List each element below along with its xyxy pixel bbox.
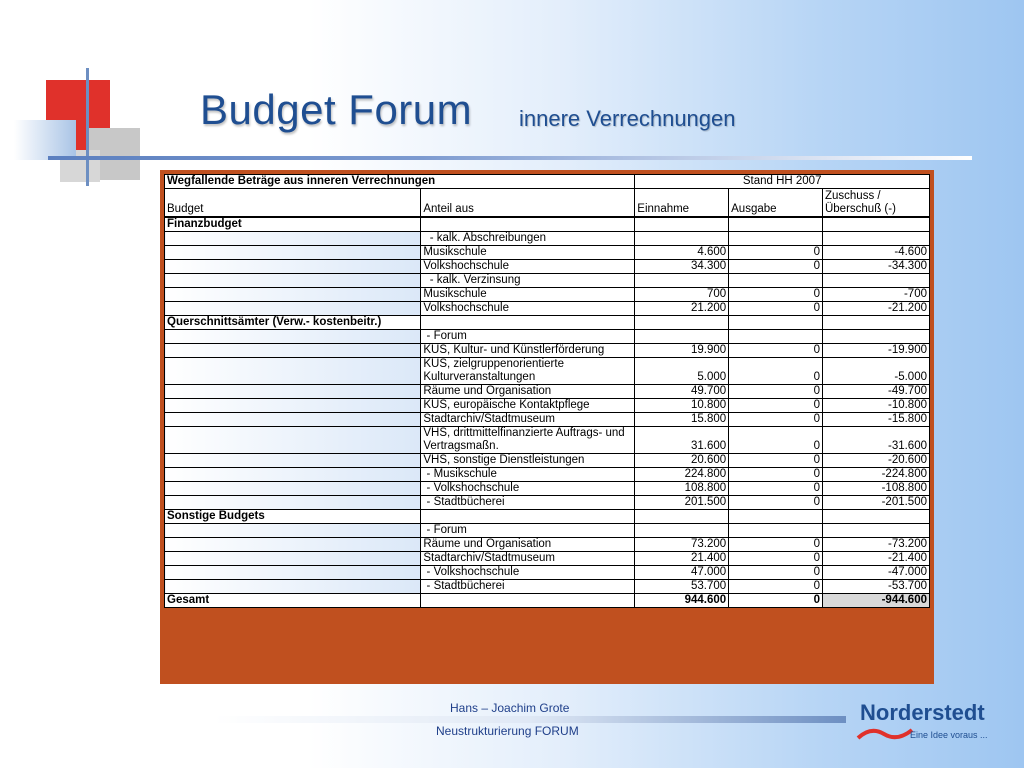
total-anteil bbox=[421, 594, 635, 608]
cell-anteil: KUS, zielgruppenorientierte Kulturveranstaltungen bbox=[421, 358, 635, 385]
cell-budget bbox=[165, 246, 421, 260]
cell-budget bbox=[165, 385, 421, 399]
decor-blue-square bbox=[14, 120, 76, 160]
cell-budget bbox=[165, 330, 421, 344]
cell-anteil: Volkshochschule bbox=[421, 302, 635, 316]
cell-einnahme: 31.600 bbox=[635, 427, 729, 454]
cell-budget bbox=[165, 454, 421, 468]
cell-ausgabe: 0 bbox=[729, 399, 823, 413]
cell-budget bbox=[165, 358, 421, 385]
cell-einnahme: 21.400 bbox=[635, 552, 729, 566]
cell-ausgabe bbox=[729, 510, 823, 524]
logo-text: Norderstedt bbox=[860, 700, 985, 725]
cell-ausgabe: 0 bbox=[729, 344, 823, 358]
cell-budget bbox=[165, 468, 421, 482]
title-underline bbox=[48, 156, 972, 160]
cell-anteil: - Volkshochschule bbox=[421, 482, 635, 496]
table-row bbox=[165, 288, 930, 302]
total-einnahme: 944.600 bbox=[635, 594, 729, 608]
table-row bbox=[165, 427, 930, 454]
cell-ausgabe: 0 bbox=[729, 538, 823, 552]
cell-einnahme: 4.600 bbox=[635, 246, 729, 260]
col-header-zuschuss-line2: Überschuß (-) bbox=[824, 203, 896, 215]
cell-zuschuss: -20.600 bbox=[822, 454, 929, 468]
cell-ausgabe: 0 bbox=[729, 427, 823, 454]
cell-anteil: Musikschule bbox=[421, 246, 635, 260]
table-row bbox=[165, 496, 930, 510]
footer-author: Hans – Joachim Grote bbox=[450, 701, 570, 715]
cell-budget: Querschnittsämter (Verw.- kostenbeitr.) bbox=[165, 316, 421, 330]
col-header-einnahme: Einnahme bbox=[635, 189, 729, 217]
cell-ausgabe bbox=[729, 218, 823, 232]
cell-ausgabe bbox=[729, 274, 823, 288]
table-row bbox=[165, 580, 930, 594]
cell-ausgabe: 0 bbox=[729, 358, 823, 385]
cell-ausgabe: 0 bbox=[729, 566, 823, 580]
cell-anteil: Räume und Organisation bbox=[421, 538, 635, 552]
table-header-title: Wegfallende Beträge aus inneren Verrechnungen bbox=[165, 175, 635, 189]
cell-anteil: - Stadtbücherei bbox=[421, 496, 635, 510]
footer-project: Neustrukturierung FORUM bbox=[436, 724, 579, 738]
cell-budget bbox=[165, 288, 421, 302]
cell-anteil bbox=[421, 510, 635, 524]
table-row bbox=[165, 468, 930, 482]
table-header-stand: Stand HH 2007 bbox=[635, 175, 930, 189]
cell-einnahme bbox=[635, 524, 729, 538]
cell-einnahme: 47.000 bbox=[635, 566, 729, 580]
table-row bbox=[165, 413, 930, 427]
cell-zuschuss: -31.600 bbox=[822, 427, 929, 454]
cell-budget bbox=[165, 580, 421, 594]
table-row bbox=[165, 482, 930, 496]
slide-title: Budget Forum bbox=[200, 86, 473, 133]
cell-ausgabe: 0 bbox=[729, 482, 823, 496]
cell-anteil: Volkshochschule bbox=[421, 260, 635, 274]
cell-anteil: Stadtarchiv/Stadtmuseum bbox=[421, 413, 635, 427]
cell-anteil: - kalk. Verzinsung bbox=[421, 274, 635, 288]
cell-einnahme: 15.800 bbox=[635, 413, 729, 427]
cell-anteil: - Musikschule bbox=[421, 468, 635, 482]
table-header-row bbox=[165, 175, 930, 189]
cell-zuschuss: -15.800 bbox=[822, 413, 929, 427]
cell-anteil: - kalk. Abschreibungen bbox=[421, 232, 635, 246]
cell-zuschuss bbox=[822, 510, 929, 524]
cell-einnahme: 20.600 bbox=[635, 454, 729, 468]
cell-einnahme: 34.300 bbox=[635, 260, 729, 274]
table-row bbox=[165, 552, 930, 566]
cell-zuschuss bbox=[822, 232, 929, 246]
col-header-budget: Budget bbox=[165, 189, 421, 217]
cell-budget bbox=[165, 232, 421, 246]
cell-ausgabe: 0 bbox=[729, 580, 823, 594]
cell-zuschuss bbox=[822, 330, 929, 344]
cell-zuschuss: -10.800 bbox=[822, 399, 929, 413]
cell-einnahme bbox=[635, 274, 729, 288]
table-row bbox=[165, 524, 930, 538]
table-row bbox=[165, 246, 930, 260]
cell-ausgabe bbox=[729, 330, 823, 344]
cell-budget bbox=[165, 274, 421, 288]
table-column-header-row bbox=[165, 189, 930, 217]
cell-ausgabe: 0 bbox=[729, 496, 823, 510]
cell-zuschuss: -700 bbox=[822, 288, 929, 302]
cell-zuschuss: -4.600 bbox=[822, 246, 929, 260]
cell-zuschuss: -53.700 bbox=[822, 580, 929, 594]
table-row bbox=[165, 399, 930, 413]
slide-subtitle: innere Verrechnungen bbox=[519, 106, 736, 131]
cell-budget bbox=[165, 496, 421, 510]
cell-budget bbox=[165, 260, 421, 274]
col-header-zuschuss bbox=[822, 189, 929, 217]
cell-ausgabe: 0 bbox=[729, 468, 823, 482]
cell-ausgabe: 0 bbox=[729, 246, 823, 260]
cell-zuschuss bbox=[822, 316, 929, 330]
cell-budget bbox=[165, 566, 421, 580]
table-row bbox=[165, 344, 930, 358]
cell-ausgabe: 0 bbox=[729, 552, 823, 566]
cell-budget: Finanzbudget bbox=[165, 218, 421, 232]
cell-budget bbox=[165, 344, 421, 358]
table-row bbox=[165, 218, 930, 232]
norderstedt-logo bbox=[856, 700, 988, 744]
col-header-ausgabe: Ausgabe bbox=[729, 189, 823, 217]
cell-zuschuss bbox=[822, 218, 929, 232]
cell-einnahme: 19.900 bbox=[635, 344, 729, 358]
table-row bbox=[165, 232, 930, 246]
col-header-zuschuss-line1: Zuschuss / bbox=[824, 190, 881, 202]
cell-einnahme bbox=[635, 330, 729, 344]
cell-budget bbox=[165, 524, 421, 538]
cell-budget bbox=[165, 482, 421, 496]
cell-einnahme: 224.800 bbox=[635, 468, 729, 482]
table-row bbox=[165, 316, 930, 330]
cell-zuschuss: -34.300 bbox=[822, 260, 929, 274]
cell-budget bbox=[165, 427, 421, 454]
cell-ausgabe: 0 bbox=[729, 260, 823, 274]
logo-tagline: Eine Idee voraus ... bbox=[910, 730, 988, 740]
cell-anteil: - Forum bbox=[421, 330, 635, 344]
cell-anteil: KUS, Kultur- und Künstlerförderung bbox=[421, 344, 635, 358]
table-row bbox=[165, 566, 930, 580]
col-header-anteil: Anteil aus bbox=[421, 189, 635, 217]
cell-anteil: KUS, europäische Kontaktpflege bbox=[421, 399, 635, 413]
cell-anteil: - Forum bbox=[421, 524, 635, 538]
cell-anteil: VHS, sonstige Dienstleistungen bbox=[421, 454, 635, 468]
cell-anteil bbox=[421, 218, 635, 232]
cell-einnahme: 73.200 bbox=[635, 538, 729, 552]
cell-anteil: Räume und Organisation bbox=[421, 385, 635, 399]
cell-einnahme bbox=[635, 218, 729, 232]
cell-einnahme: 201.500 bbox=[635, 496, 729, 510]
cell-ausgabe: 0 bbox=[729, 413, 823, 427]
cell-zuschuss: -5.000 bbox=[822, 358, 929, 385]
cell-budget: Sonstige Budgets bbox=[165, 510, 421, 524]
table-row bbox=[165, 385, 930, 399]
cell-zuschuss bbox=[822, 524, 929, 538]
table-total-row bbox=[165, 594, 930, 608]
cell-ausgabe: 0 bbox=[729, 288, 823, 302]
table-row bbox=[165, 538, 930, 552]
cell-ausgabe: 0 bbox=[729, 454, 823, 468]
cell-einnahme: 10.800 bbox=[635, 399, 729, 413]
cell-anteil: - Volkshochschule bbox=[421, 566, 635, 580]
cell-zuschuss: -108.800 bbox=[822, 482, 929, 496]
cell-einnahme: 108.800 bbox=[635, 482, 729, 496]
cell-anteil: Musikschule bbox=[421, 288, 635, 302]
table-row bbox=[165, 330, 930, 344]
decor-vertical-line bbox=[86, 68, 89, 186]
cell-anteil: VHS, drittmittelfinanzierte Auftrags- und Vertragsmaßn. bbox=[421, 427, 635, 454]
cell-einnahme: 21.200 bbox=[635, 302, 729, 316]
total-budget: Gesamt bbox=[165, 594, 421, 608]
cell-budget bbox=[165, 552, 421, 566]
cell-einnahme bbox=[635, 510, 729, 524]
total-ausgabe: 0 bbox=[729, 594, 823, 608]
cell-zuschuss: -224.800 bbox=[822, 468, 929, 482]
cell-zuschuss: -201.500 bbox=[822, 496, 929, 510]
cell-budget bbox=[165, 399, 421, 413]
cell-ausgabe bbox=[729, 524, 823, 538]
cell-zuschuss: -73.200 bbox=[822, 538, 929, 552]
cell-einnahme: 49.700 bbox=[635, 385, 729, 399]
table-row bbox=[165, 454, 930, 468]
cell-einnahme: 5.000 bbox=[635, 358, 729, 385]
cell-budget bbox=[165, 302, 421, 316]
budget-table bbox=[164, 174, 930, 608]
cell-anteil: - Stadtbücherei bbox=[421, 580, 635, 594]
table-frame bbox=[160, 170, 934, 684]
cell-ausgabe: 0 bbox=[729, 302, 823, 316]
table-row bbox=[165, 274, 930, 288]
table-row bbox=[165, 302, 930, 316]
cell-budget bbox=[165, 538, 421, 552]
table-row bbox=[165, 358, 930, 385]
cell-anteil: Stadtarchiv/Stadtmuseum bbox=[421, 552, 635, 566]
cell-ausgabe bbox=[729, 232, 823, 246]
cell-ausgabe bbox=[729, 316, 823, 330]
cell-ausgabe: 0 bbox=[729, 385, 823, 399]
cell-zuschuss bbox=[822, 274, 929, 288]
cell-einnahme bbox=[635, 316, 729, 330]
total-zuschuss: -944.600 bbox=[822, 594, 929, 608]
cell-zuschuss: -49.700 bbox=[822, 385, 929, 399]
cell-einnahme: 53.700 bbox=[635, 580, 729, 594]
cell-zuschuss: -47.000 bbox=[822, 566, 929, 580]
logo-wave-icon bbox=[856, 724, 916, 744]
cell-zuschuss: -19.900 bbox=[822, 344, 929, 358]
table-row bbox=[165, 510, 930, 524]
table-row bbox=[165, 260, 930, 274]
cell-zuschuss: -21.200 bbox=[822, 302, 929, 316]
footer-bar bbox=[214, 716, 846, 723]
cell-zuschuss: -21.400 bbox=[822, 552, 929, 566]
cell-anteil bbox=[421, 316, 635, 330]
cell-einnahme bbox=[635, 232, 729, 246]
cell-budget bbox=[165, 413, 421, 427]
cell-einnahme: 700 bbox=[635, 288, 729, 302]
